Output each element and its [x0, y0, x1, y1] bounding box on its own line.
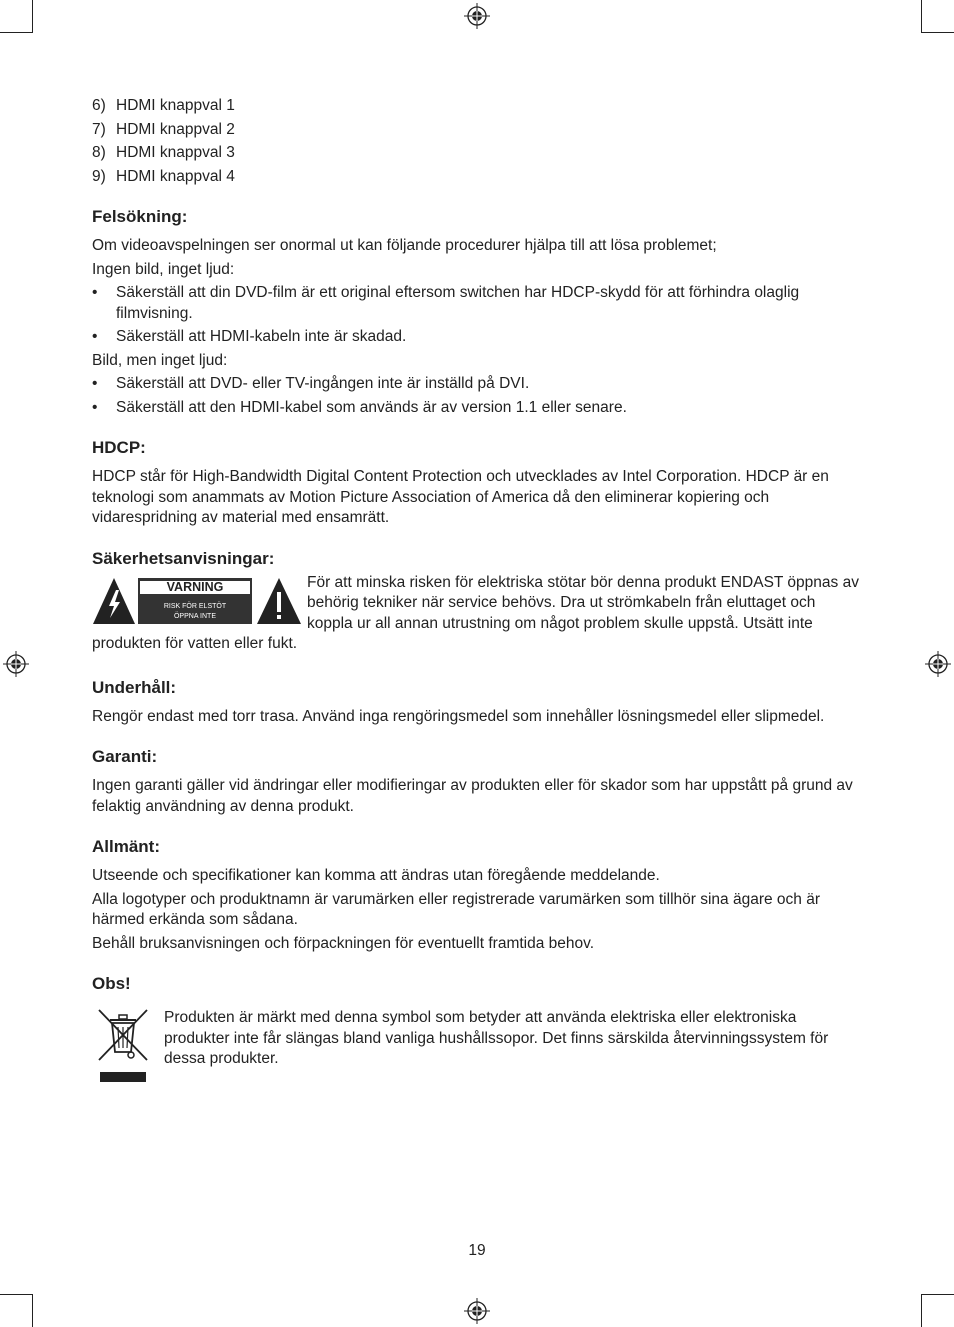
list-item-text: HDMI knappval 2 [116, 120, 235, 138]
section-troubleshooting [92, 207, 864, 418]
section-heading: HDCP: [92, 438, 146, 457]
list-item-number: 7) [92, 120, 106, 138]
section-maintenance [92, 678, 864, 728]
list-item [92, 120, 864, 141]
bullet-item: • Säkerställ att DVD- eller TV-ingången inte är inställd på DVI. [92, 374, 864, 395]
crop-mark-top-left [0, 0, 33, 33]
paragraph: För att minska risken för elektriska stötar bör denna produkt ENDAST öppnas av behörig tekniker när service behövs. Dra ut strömkabeln från eluttaget och koppla ur all annan utrustning om något problem skulle uppstå. Utsätt inte produkten för vatten eller fukt. [92, 573, 859, 652]
list-item-text: HDMI knappval 3 [116, 144, 235, 161]
bullet-item: • Säkerställ att HDMI-kabeln inte är skadad. [92, 327, 864, 348]
registration-mark-icon [464, 1298, 490, 1324]
section-safety [92, 549, 864, 658]
section-note [92, 974, 864, 1084]
section-warranty [92, 747, 864, 817]
section-heading: Underhåll: [92, 677, 177, 697]
section-heading: Garanti: [92, 747, 158, 766]
paragraph: Rengör endast med torr trasa. Använd inga rengöringsmedel som innehåller lösningsmedel eller slipmedel. [92, 707, 825, 725]
crop-mark-bottom-left [0, 1294, 33, 1327]
page-number: 19 [468, 1242, 486, 1259]
crop-mark-top-right [921, 0, 954, 33]
paragraph: Alla logotyper och produktnamn är varumärken eller registrerade varumärken som tillhör sina ägare och är härmed erkända som sådana. [92, 890, 820, 928]
list-item-text: HDMI knappval 1 [116, 97, 235, 114]
warning-subtitle: RISK FÖR ELSTÖT [163, 602, 227, 610]
list-item [92, 167, 864, 188]
page-content [92, 96, 864, 1084]
crop-mark-bottom-right [921, 1294, 954, 1327]
paragraph: Om videoavspelningen ser onormal ut kan följande procedurer hjälpa till att lösa problemet; [92, 237, 717, 254]
warning-label [92, 576, 303, 626]
sub-heading: Ingen bild, inget ljud: [92, 260, 235, 278]
paragraph: Ingen garanti gäller vid ändringar eller modifieringar av produkten eller för skador som har uppstått på grund av felaktig användning av denna produkt. [92, 777, 853, 815]
list-item-number: 8) [92, 144, 106, 161]
paragraph: Produkten är märkt med denna symbol som betyder att använda elektriska eller elektroniska produkter inte får slängas bland vanliga hushållssopor. Det finns särskilda återvinningssystem för dessa produkter. [164, 1009, 829, 1067]
list-item-text: HDMI knappval 4 [116, 167, 235, 185]
paragraph: HDCP står för High-Bandwidth Digital Content Protection och utvecklades av Intel Corporation. HDCP är en teknologi som anammats av Motion Picture Association of America då den eliminerar kopiering och vidarespridning av material med ensamrätt. [92, 468, 829, 526]
warning-subtitle: ÖPPNA INTE [173, 612, 216, 620]
section-general [92, 837, 864, 954]
paragraph: Utseende och specifikationer kan komma att ändras utan föregående meddelande. [92, 867, 660, 884]
list-item [92, 96, 864, 117]
section-heading: Felsökning: [92, 207, 188, 226]
list-item [92, 143, 864, 164]
list-item-number: 9) [92, 167, 106, 185]
bullet-item: • Säkerställ att den HDMI-kabel som används är av version 1.1 eller senare. [92, 398, 864, 419]
registration-mark-icon [3, 651, 29, 677]
bullet-item: • Säkerställ att din DVD-film är ett original eftersom switchen har HDCP-skydd för att förhindra olaglig filmvisning. [92, 283, 864, 324]
numbered-list [92, 96, 864, 187]
section-hdcp [92, 438, 864, 529]
warning-title: VARNING [166, 579, 224, 594]
section-heading: Obs! [92, 974, 131, 993]
sub-heading: Bild, men inget ljud: [92, 351, 228, 369]
list-item-number: 6) [92, 97, 106, 114]
section-heading: Allmänt: [92, 837, 160, 856]
registration-mark-icon [925, 651, 951, 677]
crossed-out-wheelie-bin-icon [96, 1008, 150, 1084]
paragraph: Behåll bruksanvisningen och förpackningen för eventuellt framtida behov. [92, 934, 595, 952]
registration-mark-icon [464, 3, 490, 29]
section-heading: Säkerhetsanvisningar: [92, 548, 275, 568]
